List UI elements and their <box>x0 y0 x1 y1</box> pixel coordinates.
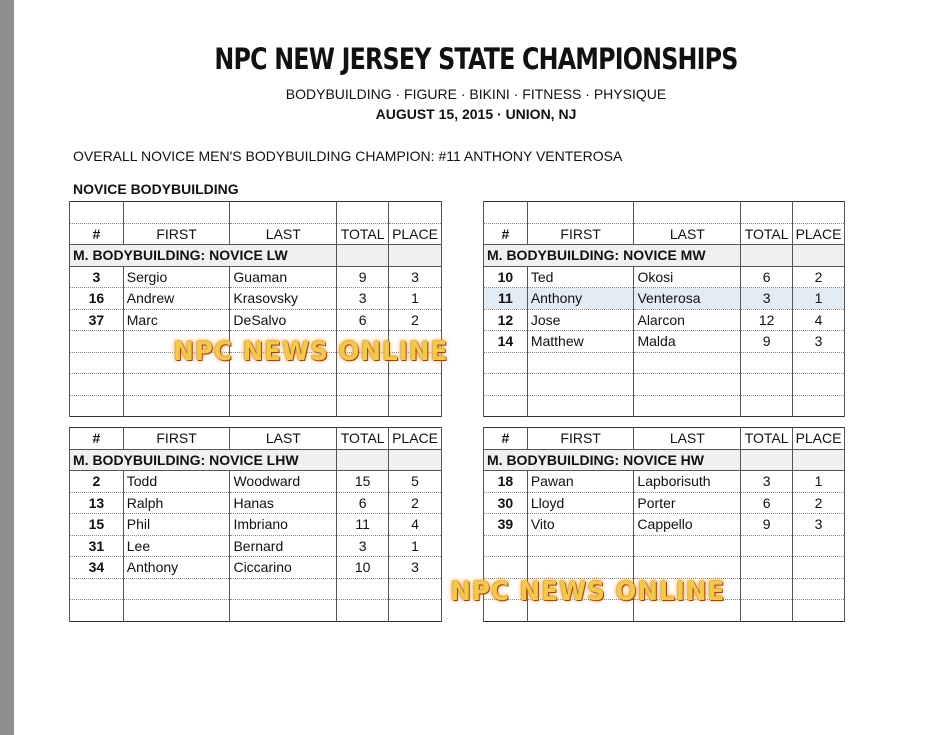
results-table-novice-mw <box>483 201 845 417</box>
cell-last: DeSalvo <box>230 309 337 331</box>
cell-first: Pawan <box>527 471 634 493</box>
cell-first: Marc <box>123 309 230 331</box>
cell-num: 13 <box>70 492 124 514</box>
cell-place: 1 <box>389 535 442 557</box>
table-row <box>484 266 845 288</box>
cell-num: 14 <box>484 331 528 353</box>
column-header: PLACE <box>793 223 845 245</box>
cell-place: 3 <box>793 514 845 536</box>
column-header: # <box>70 428 124 450</box>
cell-total: 3 <box>741 288 793 310</box>
cell-total: 3 <box>337 288 389 310</box>
cell-place: 1 <box>793 288 845 310</box>
table-row <box>70 557 442 579</box>
blank-row <box>484 535 845 557</box>
cell-place: 4 <box>793 309 845 331</box>
cell-total: 10 <box>337 557 389 579</box>
column-header: PLACE <box>389 223 442 245</box>
cell-last: Guaman <box>230 266 337 288</box>
cell-last: Lapborisuth <box>634 471 741 493</box>
cell-last: Woodward <box>230 471 337 493</box>
cell-total: 3 <box>337 535 389 557</box>
cell-place: 3 <box>793 331 845 353</box>
watermark-logo: NPC NEWS ONLINE <box>173 337 449 367</box>
column-header-row <box>484 428 845 450</box>
cell-first: Vito <box>527 514 634 536</box>
results-table-novice-lw <box>69 201 442 417</box>
blank-row <box>70 202 442 224</box>
table-row <box>70 309 442 331</box>
cell-num: 37 <box>70 309 124 331</box>
cell-total: 6 <box>337 492 389 514</box>
table-row <box>484 514 845 536</box>
column-header: # <box>70 223 124 245</box>
cell-total: 9 <box>337 266 389 288</box>
column-header: LAST <box>634 223 741 245</box>
cell-num: 31 <box>70 535 124 557</box>
category-row <box>484 449 845 471</box>
column-header: TOTAL <box>741 428 793 450</box>
cell-place: 3 <box>389 557 442 579</box>
cell-total: 3 <box>741 471 793 493</box>
cell-first: Anthony <box>123 557 230 579</box>
cell-first: Lloyd <box>527 492 634 514</box>
cell-first: Anthony <box>527 288 634 310</box>
cell-place: 2 <box>389 492 442 514</box>
cell-place: 3 <box>389 266 442 288</box>
cell-place: 1 <box>793 471 845 493</box>
blank-row <box>70 600 442 622</box>
table-row <box>70 288 442 310</box>
table-row <box>484 331 845 353</box>
cell-place: 4 <box>389 514 442 536</box>
blank-row <box>70 374 442 396</box>
cell-place: 1 <box>389 288 442 310</box>
cell-total: 6 <box>337 309 389 331</box>
category-label: M. BODYBUILDING: NOVICE MW <box>484 245 741 267</box>
cell-num: 2 <box>70 471 124 493</box>
cell-last: Malda <box>634 331 741 353</box>
table-row <box>484 288 845 310</box>
blank-row <box>484 374 845 396</box>
column-header: # <box>484 223 528 245</box>
table-row <box>484 309 845 331</box>
cell-last: Alarcon <box>634 309 741 331</box>
cell-last: Porter <box>634 492 741 514</box>
cell-total: 9 <box>741 514 793 536</box>
table-row <box>70 514 442 536</box>
cell-first: Ted <box>527 266 634 288</box>
cell-num: 11 <box>484 288 528 310</box>
cell-first: Andrew <box>123 288 230 310</box>
column-header: LAST <box>634 428 741 450</box>
column-header: TOTAL <box>741 223 793 245</box>
cell-last: Cappello <box>634 514 741 536</box>
column-header: PLACE <box>389 428 442 450</box>
cell-place: 2 <box>793 492 845 514</box>
table-row <box>484 471 845 493</box>
cell-first: Ralph <box>123 492 230 514</box>
cell-place: 2 <box>793 266 845 288</box>
cell-total: 6 <box>741 266 793 288</box>
cell-num: 39 <box>484 514 528 536</box>
cell-first: Matthew <box>527 331 634 353</box>
column-header-row <box>70 428 442 450</box>
blank-row <box>484 557 845 579</box>
cell-place: 2 <box>389 309 442 331</box>
cell-place: 5 <box>389 471 442 493</box>
column-header: FIRST <box>123 428 230 450</box>
column-header-row <box>484 223 845 245</box>
cell-total: 15 <box>337 471 389 493</box>
column-header: LAST <box>230 223 337 245</box>
cell-num: 15 <box>70 514 124 536</box>
event-date: AUGUST 15, 2015 · UNION, NJ <box>375 106 577 122</box>
column-header: FIRST <box>527 428 634 450</box>
table-row <box>70 471 442 493</box>
column-header: FIRST <box>123 223 230 245</box>
cell-first: Phil <box>123 514 230 536</box>
column-header: TOTAL <box>337 428 389 450</box>
cell-total: 11 <box>337 514 389 536</box>
category-row <box>70 245 442 267</box>
table-row <box>70 492 442 514</box>
cell-num: 10 <box>484 266 528 288</box>
cell-num: 30 <box>484 492 528 514</box>
column-header: FIRST <box>527 223 634 245</box>
cell-last: Krasovsky <box>230 288 337 310</box>
page-subtitle: BODYBUILDING · FIGURE · BIKINI · FITNESS · PHYSIQUE <box>285 86 667 102</box>
column-header: # <box>484 428 528 450</box>
cell-last: Hanas <box>230 492 337 514</box>
blank-row <box>70 395 442 417</box>
page-title: NPC NEW JERSEY STATE CHAMPIONSHIPS <box>214 42 738 76</box>
cell-num: 3 <box>70 266 124 288</box>
blank-row <box>484 352 845 374</box>
cell-num: 18 <box>484 471 528 493</box>
column-header-row <box>70 223 442 245</box>
section-heading: NOVICE BODYBUILDING <box>73 181 239 197</box>
category-label: M. BODYBUILDING: NOVICE HW <box>484 449 741 471</box>
cell-last: Bernard <box>230 535 337 557</box>
blank-row <box>484 202 845 224</box>
category-label: M. BODYBUILDING: NOVICE LHW <box>70 449 337 471</box>
cell-last: Okosi <box>634 266 741 288</box>
cell-first: Lee <box>123 535 230 557</box>
cell-last: Ciccarino <box>230 557 337 579</box>
table-row <box>484 492 845 514</box>
cell-first: Sergio <box>123 266 230 288</box>
cell-first: Jose <box>527 309 634 331</box>
category-label: M. BODYBUILDING: NOVICE LW <box>70 245 337 267</box>
watermark-logo: NPC NEWS ONLINE <box>450 577 726 607</box>
blank-row <box>70 578 442 600</box>
cell-total: 12 <box>741 309 793 331</box>
results-table-novice-lhw <box>69 427 442 622</box>
cell-last: Imbriano <box>230 514 337 536</box>
champion-line: OVERALL NOVICE MEN'S BODYBUILDING CHAMPION: #11 ANTHONY VENTEROSA <box>73 148 623 164</box>
cell-total: 9 <box>741 331 793 353</box>
cell-num: 16 <box>70 288 124 310</box>
table-row <box>70 535 442 557</box>
cell-total: 6 <box>741 492 793 514</box>
cell-num: 12 <box>484 309 528 331</box>
column-header: PLACE <box>793 428 845 450</box>
cell-first: Todd <box>123 471 230 493</box>
blank-row <box>484 395 845 417</box>
category-row <box>484 245 845 267</box>
cell-last: Venterosa <box>634 288 741 310</box>
category-row <box>70 449 442 471</box>
table-row <box>70 266 442 288</box>
cell-num: 34 <box>70 557 124 579</box>
column-header: TOTAL <box>337 223 389 245</box>
column-header: LAST <box>230 428 337 450</box>
